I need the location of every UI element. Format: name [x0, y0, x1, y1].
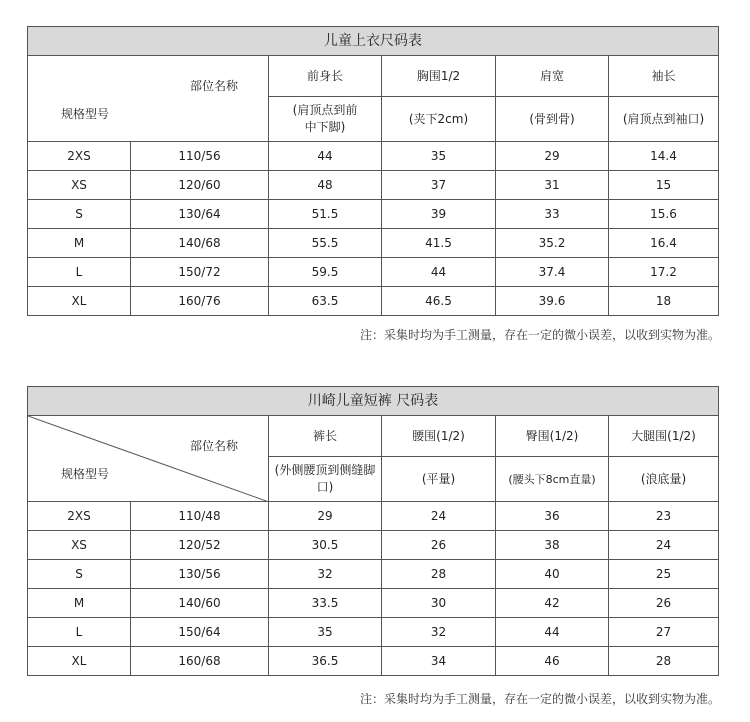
value-cell: 29: [496, 142, 609, 171]
value-cell: 46: [496, 647, 609, 676]
table-row: [28, 200, 719, 229]
value-cell: 24: [609, 531, 719, 560]
value-cell: 16.4: [609, 229, 719, 258]
value-cell: 35: [269, 618, 382, 647]
corner-diagonal-line: [28, 416, 269, 502]
value-cell: 30: [382, 589, 496, 618]
table-row: [28, 647, 719, 676]
value-cell: 41.5: [382, 229, 496, 258]
spec-cell: 110/48: [131, 502, 269, 531]
value-cell: 23: [609, 502, 719, 531]
value-cell: 35: [382, 142, 496, 171]
corner-column-label: 部位名称: [190, 439, 239, 453]
value-cell: 27: [609, 618, 719, 647]
value-cell: 25: [609, 560, 719, 589]
column-subheader: (浪底量): [609, 457, 719, 502]
spec-cell: 150/64: [131, 618, 269, 647]
value-cell: 28: [382, 560, 496, 589]
spec-cell: 140/60: [131, 589, 269, 618]
value-cell: 38: [496, 531, 609, 560]
column-subheader: (夹下2cm): [382, 97, 496, 142]
table-row: [28, 589, 719, 618]
value-cell: 44: [269, 142, 382, 171]
value-cell: 15: [609, 171, 719, 200]
value-cell: 35.2: [496, 229, 609, 258]
value-cell: 26: [609, 589, 719, 618]
column-header: 前身长: [269, 56, 382, 97]
column-header: 肩宽: [496, 56, 609, 97]
spec-cell: 150/72: [131, 258, 269, 287]
value-cell: 48: [269, 171, 382, 200]
value-cell: 14.4: [609, 142, 719, 171]
value-cell: 37.4: [496, 258, 609, 287]
value-cell: 32: [269, 560, 382, 589]
size-cell: M: [28, 229, 131, 258]
value-cell: 39.6: [496, 287, 609, 316]
spec-cell: 110/56: [131, 142, 269, 171]
value-cell: 44: [382, 258, 496, 287]
value-cell: 26: [382, 531, 496, 560]
value-cell: 17.2: [609, 258, 719, 287]
column-subheader: (肩顶点到袖口): [609, 97, 719, 142]
spec-cell: 130/64: [131, 200, 269, 229]
size-cell: M: [28, 589, 131, 618]
spec-cell: 130/56: [131, 560, 269, 589]
value-cell: 24: [382, 502, 496, 531]
value-cell: 63.5: [269, 287, 382, 316]
value-cell: 51.5: [269, 200, 382, 229]
spec-cell: 160/76: [131, 287, 269, 316]
column-subheader: (腰头下8cm直量): [496, 457, 609, 502]
measurement-note: 注：采集时均为手工测量，存在一定的微小误差，以收到实物为准。: [359, 692, 720, 706]
column-header: 腰围(1/2): [382, 416, 496, 457]
size-cell: S: [28, 560, 131, 589]
table-title: 儿童上衣尺码表: [28, 27, 719, 56]
corner-header: [28, 416, 269, 502]
value-cell: 39: [382, 200, 496, 229]
table-row: [28, 229, 719, 258]
value-cell: 37: [382, 171, 496, 200]
table-title: 川崎儿童短裤 尺码表: [28, 387, 719, 416]
corner-column-label: 部位名称: [190, 79, 239, 93]
spec-cell: 120/52: [131, 531, 269, 560]
value-cell: 32: [382, 618, 496, 647]
value-cell: 36.5: [269, 647, 382, 676]
value-cell: 46.5: [382, 287, 496, 316]
shorts-size-table: [27, 386, 719, 676]
table-row: [28, 142, 719, 171]
value-cell: 15.6: [609, 200, 719, 229]
table-row: [28, 560, 719, 589]
value-cell: 18: [609, 287, 719, 316]
table-row: [28, 258, 719, 287]
corner-row-label: 规格型号: [61, 467, 110, 481]
value-cell: 42: [496, 589, 609, 618]
size-cell: S: [28, 200, 131, 229]
column-subheader: (平量): [382, 457, 496, 502]
corner-row-label: 规格型号: [61, 107, 110, 121]
size-cell: XS: [28, 171, 131, 200]
table-row: [28, 618, 719, 647]
table-row: [28, 171, 719, 200]
table-row: [28, 287, 719, 316]
column-subheader: (肩顶点到前中下脚): [269, 97, 382, 142]
value-cell: 33: [496, 200, 609, 229]
size-cell: XS: [28, 531, 131, 560]
size-cell: L: [28, 258, 131, 287]
size-cell: 2XS: [28, 142, 131, 171]
value-cell: 31: [496, 171, 609, 200]
column-header: 裤长: [269, 416, 382, 457]
size-cell: XL: [28, 287, 131, 316]
column-header: 胸围1/2: [382, 56, 496, 97]
column-header: 臀围(1/2): [496, 416, 609, 457]
spec-cell: 160/68: [131, 647, 269, 676]
spec-cell: 120/60: [131, 171, 269, 200]
value-cell: 40: [496, 560, 609, 589]
value-cell: 59.5: [269, 258, 382, 287]
value-cell: 34: [382, 647, 496, 676]
column-subheader: (骨到骨): [496, 97, 609, 142]
corner-header: [28, 56, 269, 142]
spec-cell: 140/68: [131, 229, 269, 258]
column-subheader: (外侧腰顶到侧缝脚口): [269, 457, 382, 502]
size-cell: XL: [28, 647, 131, 676]
value-cell: 28: [609, 647, 719, 676]
size-cell: 2XS: [28, 502, 131, 531]
table-row: [28, 531, 719, 560]
value-cell: 30.5: [269, 531, 382, 560]
value-cell: 55.5: [269, 229, 382, 258]
tops-size-table: [27, 26, 719, 316]
value-cell: 44: [496, 618, 609, 647]
value-cell: 36: [496, 502, 609, 531]
table-row: [28, 502, 719, 531]
size-cell: L: [28, 618, 131, 647]
measurement-note: 注：采集时均为手工测量，存在一定的微小误差，以收到实物为准。: [359, 328, 720, 342]
value-cell: 33.5: [269, 589, 382, 618]
column-header: 袖长: [609, 56, 719, 97]
column-header: 大腿围(1/2): [609, 416, 719, 457]
value-cell: 29: [269, 502, 382, 531]
